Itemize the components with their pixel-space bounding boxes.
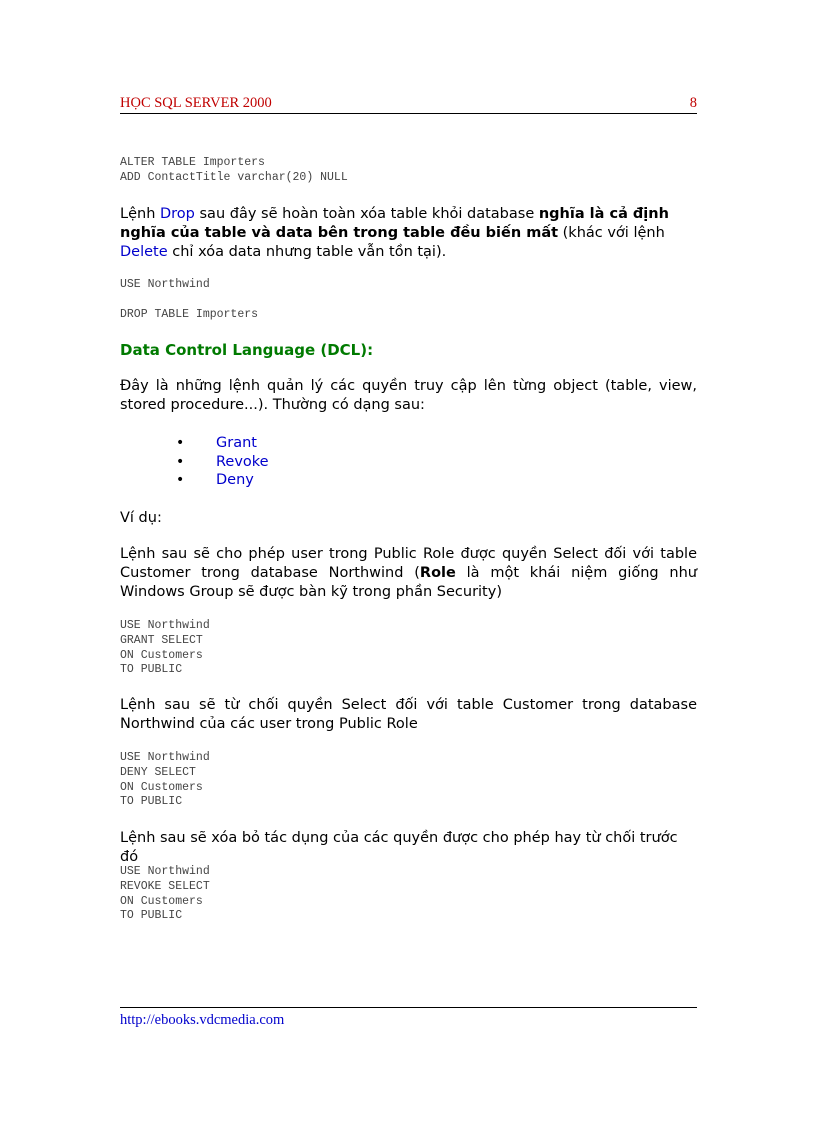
text: sau đây sẽ hoàn toàn xóa table khỏi database — [194, 206, 539, 222]
delete-link[interactable]: Delete — [120, 244, 168, 260]
code-line: ON Customers — [120, 894, 203, 908]
header-title: HỌC SQL SERVER 2000 — [120, 95, 272, 111]
code-line: TO PUBLIC — [120, 663, 183, 677]
text: là một khái niệm giống như Windows Group sẽ được bàn kỹ trong phần Security) — [120, 565, 697, 600]
paragraph-grant — [120, 545, 697, 602]
dcl-heading: Data Control Language (DCL): — [120, 341, 374, 359]
code-line: ON Customers — [120, 780, 203, 794]
text: Lệnh — [120, 206, 160, 222]
footer-url-link[interactable]: http://ebooks.vdcmedia.com — [120, 1012, 285, 1028]
text: (khác với lệnh — [558, 225, 665, 241]
code-use-northwind: USE Northwind — [120, 278, 210, 291]
text: Lệnh sau sẽ cho phép user trong Public Role được quyền Select đối với table Customer trong database Northwind ( — [120, 546, 697, 581]
page-header — [120, 95, 697, 114]
code-drop-table: DROP TABLE Importers — [120, 308, 259, 321]
code-line: USE Northwind — [120, 619, 210, 632]
dcl-command-list — [176, 434, 269, 490]
revoke-link[interactable]: Revoke — [216, 453, 269, 470]
code-block-revoke — [120, 865, 210, 924]
bold-text: Role — [419, 565, 456, 581]
bullet-icon: • — [176, 453, 185, 470]
code-line: USE Northwind — [120, 751, 210, 764]
text: chỉ xóa data nhưng table vẫn tồn tại). — [167, 244, 447, 260]
example-label: Ví dụ: — [120, 510, 162, 526]
paragraph-revoke: Lệnh sau sẽ xóa bỏ tác dụng của các quyền được cho phép hay từ chối trước đó — [120, 830, 678, 865]
grant-link[interactable]: Grant — [216, 435, 257, 451]
paragraph-drop — [120, 205, 680, 262]
code-line: DENY SELECT — [120, 765, 196, 779]
bold-text: nghĩa là cả định nghĩa của table và data bên trong table đều biến mất — [120, 206, 669, 241]
code-line: ALTER TABLE Importers — [120, 156, 265, 169]
drop-link[interactable]: Drop — [160, 206, 195, 222]
code-line: ADD ContactTitle varchar(20) NULL — [120, 170, 348, 184]
code-line: REVOKE SELECT — [120, 879, 210, 893]
code-block-grant — [120, 619, 210, 678]
list-item[interactable] — [176, 434, 269, 453]
code-line: GRANT SELECT — [120, 633, 203, 647]
list-item[interactable] — [176, 453, 269, 472]
code-line: TO PUBLIC — [120, 795, 183, 809]
code-block-alter — [120, 156, 348, 186]
code-line: USE Northwind — [120, 865, 210, 878]
code-line: TO PUBLIC — [120, 909, 183, 923]
paragraph-deny: Lệnh sau sẽ từ chối quyền Select đối với table Customer trong database Northwind của các user trong Public Role — [120, 697, 697, 732]
code-block-deny — [120, 751, 210, 810]
deny-link[interactable]: Deny — [216, 472, 254, 488]
code-line: ON Customers — [120, 648, 203, 662]
footer-divider — [120, 1007, 697, 1008]
bullet-icon: • — [176, 472, 185, 488]
bullet-icon: • — [176, 435, 185, 451]
paragraph-dcl: Đây là những lệnh quản lý các quyền truy cập lên từng object (table, view, stored procedure...). Thường có dạng sau: — [120, 378, 697, 413]
page-number: 8 — [689, 95, 697, 111]
list-item[interactable] — [176, 471, 269, 490]
